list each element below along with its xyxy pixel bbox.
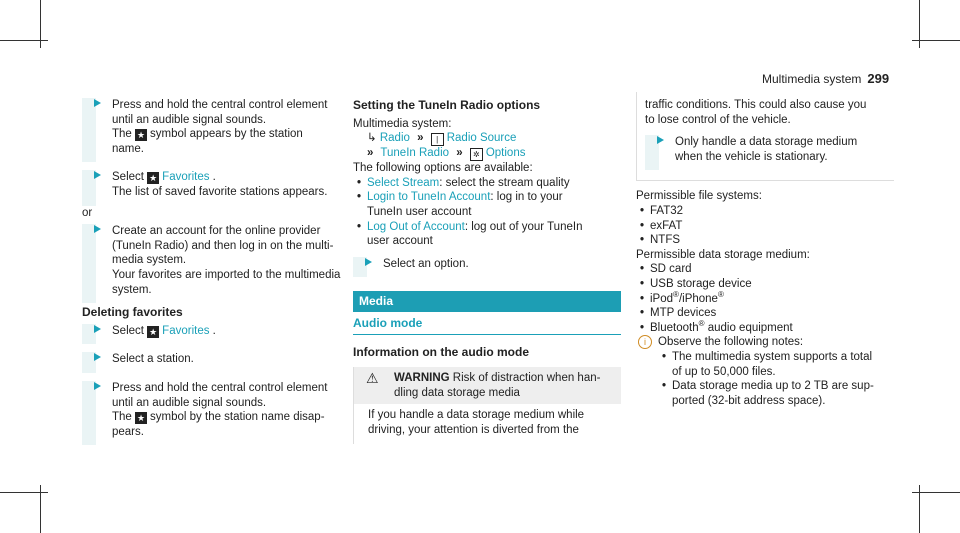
media-section-bar: Media [353,291,621,312]
page-header [762,72,889,87]
media-list [636,262,894,335]
info-note: i Observe the following notes: • The multimedia system supports a total of up to 50,000 files. • Data storage media up to 2 TB are sup- ported (32-bit address space). [636,335,894,408]
path-tunein-radio[interactable]: TuneIn Radio [380,147,450,160]
favorites-menu-item[interactable]: Favorites [162,171,210,184]
list-item: • MTP devices [636,306,894,321]
notes-list [658,350,894,408]
list-item: • FAT32 [636,204,894,219]
chevron-icon: » [456,147,463,160]
list-item: • Bluetooth® audio equipment [636,321,894,336]
step-arrow-icon [657,136,664,144]
list-item: • NTFS [636,233,894,248]
star-icon: ★ [136,130,146,141]
instruction-step: Select ★ Favorites . [82,324,354,345]
crop-mark [912,492,960,493]
column-1 [82,98,354,445]
step-arrow-icon [94,171,101,179]
options-gear-icon: ✲ [470,148,483,161]
menu-path [353,146,621,161]
section-heading: Setting the TuneIn Radio options [353,98,541,112]
path-radio-source[interactable]: Radio Source [446,132,517,145]
crop-mark [0,492,48,493]
column-3: traffic conditions. This could also cause you to lose control of the vehicle. Only handle a data storage medium when the vehicle is stationary. Permissible file systems: • FAT32 • exFAT • NTFS Permissible data storage medium: • SD card • USB storage device • iPod®/iPhone® • MTP devices • Bluetooth® audio equipment i Observe the following notes: • The multimedia system supports a total of up to 50,000 files. • Data storage media up to 2 TB are sup- ported (32-bit address space). [636,92,894,408]
step-arrow-icon [94,225,101,233]
warning-box-continued: traffic conditions. This could also cause you to lose control of the vehicle. Only handle a data storage medium when the vehicle is stationary. [636,92,894,181]
list-item: • Log Out of Account: log out of your TuneIn user account [353,220,621,249]
crop-mark [912,40,960,41]
list-item: • Login to TuneIn Account: log in to your TuneIn user account [353,190,621,219]
list-item: • USB storage device [636,277,894,292]
star-icon: ★ [136,413,146,424]
instruction-step: Create an account for the online provider (TuneIn Radio) and then log in on the multi- media system. Your favorites are imported to the multimedia system. [82,224,354,303]
step-arrow-icon [94,99,101,107]
star-icon: ★ [149,173,158,184]
menu-path [353,131,621,146]
page-number: 299 [867,71,890,86]
column-2: Setting the TuneIn Radio options Multimedia system: ↳ Radio » | Radio Source » TuneIn Radio » ✲ Options The following options are available: • Select Stream: select the stream quality • Login to TuneIn Account: log in to your TuneIn user account • Log Out of Account: log out of your TuneIn user account Select an option. Media Audio mode Information on the audio mode ⚠ WARNING Risk of distraction when han- dling data storage media If you handle a data storage medium while driving, your attention is diverted from the [353,98,621,444]
warning-label: WARNING [394,372,450,385]
path-radio[interactable]: Radio [379,132,410,145]
return-icon: ↳ [367,132,377,145]
info-icon: i [638,335,652,349]
file-systems-list [636,204,894,248]
list-item: • The multimedia system supports a total of up to 50,000 files. [658,350,894,379]
list-item: • exFAT [636,219,894,234]
step-arrow-icon [94,325,101,333]
list-item: • iPod®/iPhone® [636,292,894,307]
option-logout[interactable]: Log Out of Account [367,220,465,233]
path-options[interactable]: Options [485,147,526,160]
option-select-stream[interactable]: Select Stream [367,176,440,189]
step-arrow-icon [94,382,101,390]
list-item: • Select Stream: select the stream quality [353,176,621,191]
section-heading: Information on the audio mode [353,344,529,359]
list-item: • SD card [636,262,894,277]
instruction-step: Only handle a data storage medium when the vehicle is stationary. [645,135,888,170]
list-item: • Data storage media up to 2 TB are sup- ported (32-bit address space). [658,379,894,408]
star-icon: ★ [149,326,158,337]
warning-icon: ⚠ [366,370,379,387]
instruction-step: Select a station. [82,352,354,373]
audio-mode-subheading: Audio mode [353,312,621,335]
favorites-menu-item[interactable]: Favorites [162,324,210,337]
step-arrow-icon [365,258,372,266]
options-list [353,176,621,249]
instruction-step: Select ★ Favorites . The list of saved favorite stations appears. [82,170,354,205]
chevron-icon: » [417,132,424,145]
instruction-step: Press and hold the central control element until an audible signal sounds. The ★ symbol appears by the station name. [82,98,354,162]
warning-box: ⚠ WARNING Risk of distraction when han- dling data storage media If you handle a data storage medium while driving, your attention is diverted from the [353,367,621,443]
radio-source-icon: | [431,133,444,146]
step-arrow-icon [94,353,101,361]
option-login[interactable]: Login to TuneIn Account [367,191,491,204]
instruction-step: Select an option. [353,257,621,278]
instruction-step: Press and hold the central control element until an audible signal sounds. The ★ symbol by the station name disap- pears. [82,381,354,445]
or-text: or [82,206,93,219]
section-heading: Deleting favorites [82,305,183,320]
crop-mark [0,40,48,41]
section-title: Multimedia system [762,72,862,86]
chevron-icon: » [367,147,374,160]
